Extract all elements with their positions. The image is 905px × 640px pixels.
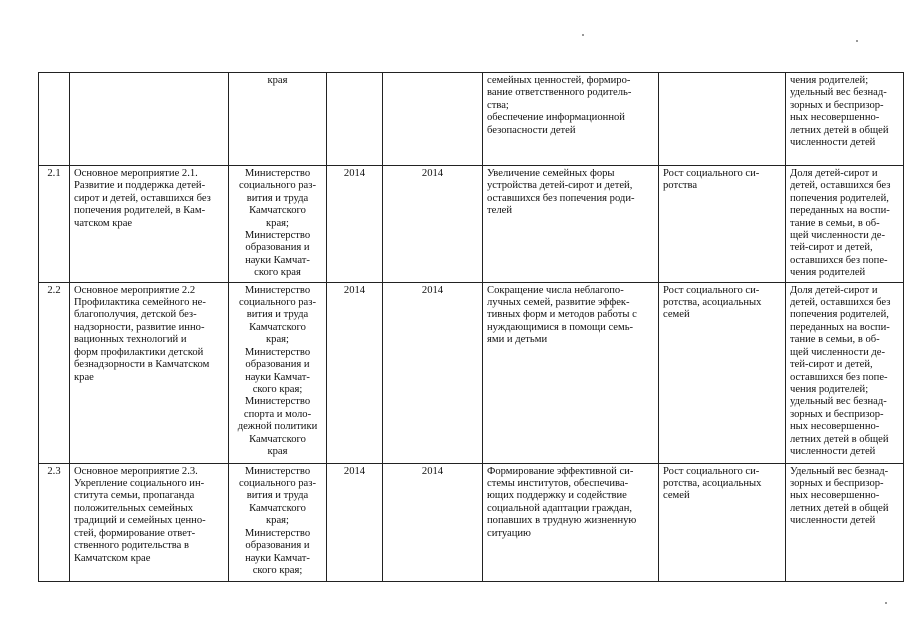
end-year (383, 73, 483, 166)
table-row (39, 73, 904, 166)
expected-result: семейных ценностей, формиро- вание ответственного родитель- ства; обеспечение информационной безопасности детей (483, 73, 659, 166)
indicator-link: чения родителей; удельный вес безнад- зорных и беспризор- ных несовершенно- летних детей в общей численности детей (786, 73, 904, 166)
non-implementation-consequence (659, 73, 786, 166)
responsible-executor: Министерство социального раз- вития и труда Камчатского края; Министерство образования и науки Камчат- ского края; Министерство спорта и моло- дежной политики Камчатского края (229, 282, 327, 463)
row-number (39, 73, 70, 166)
start-year: 2014 (327, 463, 383, 581)
row-number: 2.3 (39, 463, 70, 581)
expected-result: Увеличение семейных форы устройства детей-сирот и детей, оставшихся без попечения роди- телей (483, 166, 659, 283)
start-year (327, 73, 383, 166)
measure-name: Основное мероприятие 2.3. Укрепление социального ин- ститута семьи, пропаганда положительных семейных традиций и семейных ценно- стей, формирование ответ- ственного родительства в Камчатском крае (70, 463, 229, 581)
indicator-link: Удельный вес безнад- зорных и беспризор- ных несовершенно- летних детей в общей численности детей (786, 463, 904, 581)
end-year: 2014 (383, 463, 483, 581)
responsible-executor: края (229, 73, 327, 166)
responsible-executor: Министерство социального раз- вития и труда Камчатского края; Министерство образования и науки Камчат- ского края; (229, 463, 327, 581)
scan-speck (885, 602, 887, 604)
expected-result: Сокращение числа неблагопо- лучных семей, развитие эффек- тивных форм и методов работы с нуждающимися в помощи семь- ями и детьми (483, 282, 659, 463)
end-year: 2014 (383, 166, 483, 283)
measure-name (70, 73, 229, 166)
scan-speck (582, 34, 584, 36)
start-year: 2014 (327, 166, 383, 283)
non-implementation-consequence: Рост социального си- ротства, асоциальных семей (659, 282, 786, 463)
table-body (39, 73, 904, 582)
row-number: 2.1 (39, 166, 70, 283)
end-year: 2014 (383, 282, 483, 463)
table-row (39, 166, 904, 283)
non-implementation-consequence: Рост социального си- ротства (659, 166, 786, 283)
measure-name: Основное мероприятие 2.1. Развитие и поддержка детей- сирот и детей, оставшихся без попечения родителей, в Кам- чатском крае (70, 166, 229, 283)
measures-table (38, 72, 904, 582)
indicator-link: Доля детей-сирот и детей, оставшихся без попечения родителей, переданных на воспи- тание в семьи, в об- щей численности де- тей-сирот и детей, оставшихся без попе- чения родителей; удельный вес безнад- зорных и беспризор- ных несовершенно- летних детей в общей численности детей (786, 282, 904, 463)
responsible-executor: Министерство социального раз- вития и труда Камчатского края; Министерство образования и науки Камчат- ского края (229, 166, 327, 283)
table-row (39, 282, 904, 463)
non-implementation-consequence: Рост социального си- ротства, асоциальных семей (659, 463, 786, 581)
measure-name: Основное мероприятие 2.2 Профилактика семейного не- благополучия, детской без- надзорности, развитие инно- вационных технологий и форм профилактики детской безнадзорности в Камчатском крае (70, 282, 229, 463)
scan-speck (856, 40, 858, 42)
table-row (39, 463, 904, 581)
indicator-link: Доля детей-сирот и детей, оставшихся без попечения родителей, переданных на воспи- тание в семьи, в об- щей численности де- тей-сирот и детей, оставшихся без попе- чения родителей (786, 166, 904, 283)
expected-result: Формирование эффективной си- стемы институтов, обеспечива- ющих поддержку и содействие социальной адаптации граждан, попавших в трудную жизненную ситуацию (483, 463, 659, 581)
row-number: 2.2 (39, 282, 70, 463)
start-year: 2014 (327, 282, 383, 463)
